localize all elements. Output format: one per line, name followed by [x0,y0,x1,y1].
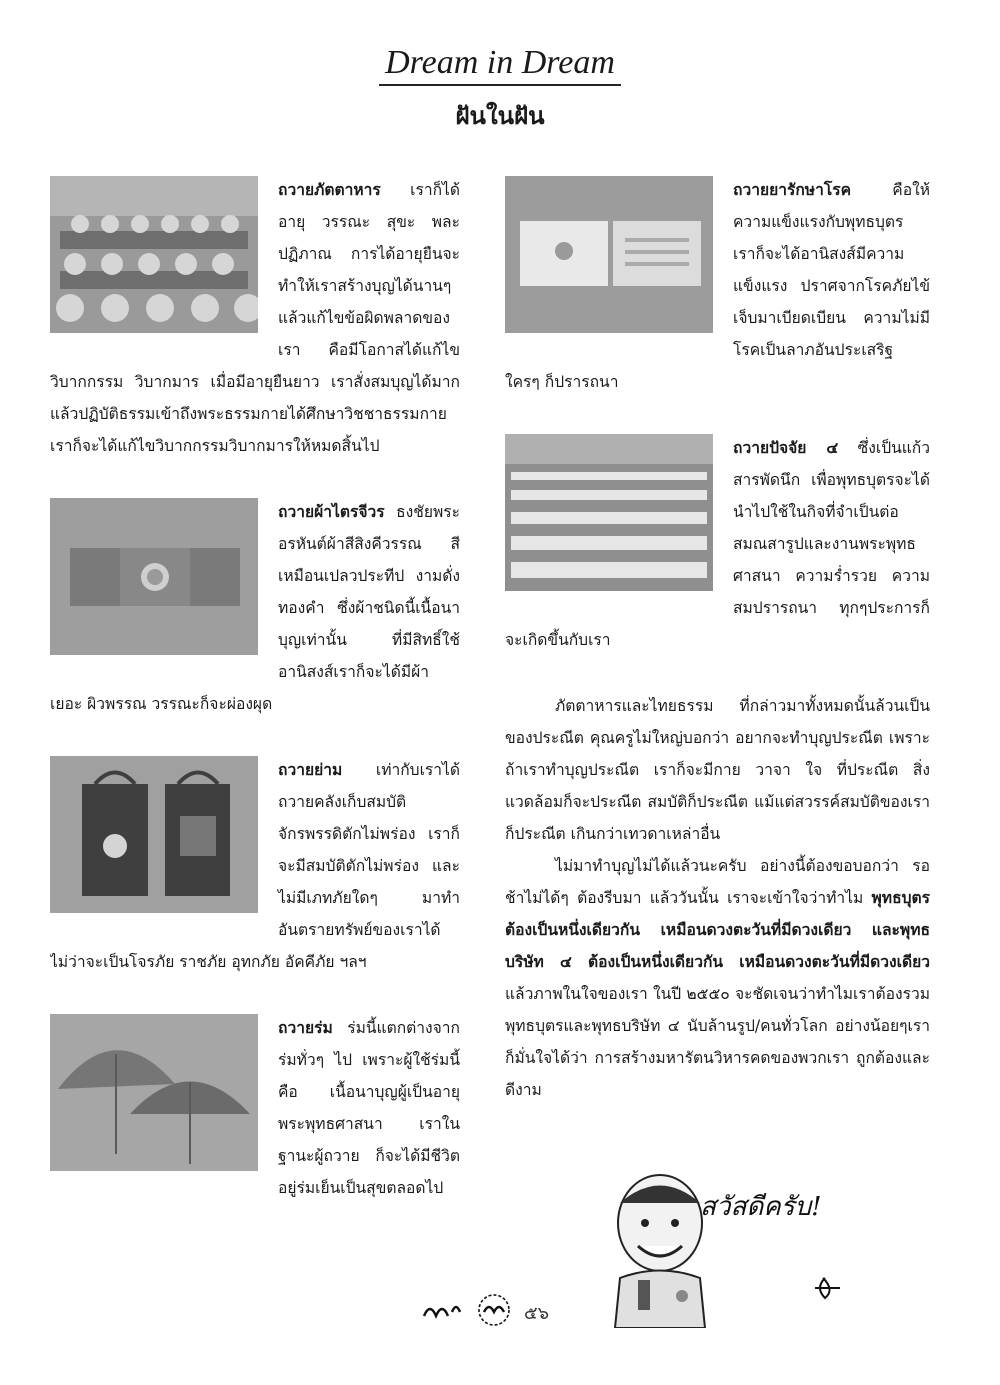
monks-dining-photo [50,176,258,333]
section-body: ร่มนี้แตกต่างจากร่มทั่วๆ ไป เพราะผู้ใช้ร่มนี้คือ เนื้อนาบุญผู้เป็นอายุพระพุทธศาสนา เราในฐานะผู้ถวาย ก็จะได้มีชีวิตอยู่ร่มเย็นเป็นสุขตลอดไป [278,1019,460,1197]
section-medicine-offering [505,174,930,398]
section-lead: ถวายภัตตาหาร [278,181,381,199]
page-subtitle: ฝันในฝัน [455,102,545,130]
body-paragraph-1: ภัตตาหารและไทยธรรม ที่กล่าวมาทั้งหมดนั้นล้วนเป็นของประณีต คุณครูไม่ใหญ่บอกว่า อยากจะทำบุญประณีต เพราะถ้าเราทำบุญประณีต เราก็จะมีกาย วาจา ใจ ที่ประณีต สิ่งแวดล้อมก็จะประณีต สมบัติก็ประณีต แม้แต่สวรรค์สมบัติของเราก็ประณีต เกินกว่าเทวดาเหล่าอื่น [505,697,930,843]
page-title: Dream in Dream [0,44,1000,86]
section-lead: ถวายร่ม [278,1019,333,1037]
section-body: ซึ่งเป็นแก้วสารพัดนึก เพื่อพุทธบุตรจะได้นำไปใช้ในกิจที่จำเป็นต่อสมณสารูปและงานพระพุทธศาสนา ความร่ำรวย ความสมปรารถนา ทุกๆประการก็จะเกิดขึ้นกับเรา [505,439,930,649]
section-body: เราก็ได้อายุ วรรณะ สุขะ พละ ปฏิภาณ การได้อายุยืนจะทำให้เราสร้างบุญได้นานๆแล้วแก้ไขข้อผิดพลาดของเรา คือมีโอกาสได้แก้ไขวิบากกรรม วิบากมาร เมื่อมีอายุยืนยาว เราสั่งสมบุญได้มากแล้วปฏิบัติธรรมเข้าถึงพระธรรมกายได้ศึกษาวิชชาธรรมกาย เราก็จะได้แก้ไขวิบากกรรมวิบากมารให้หมดสิ้นไป [50,181,460,455]
page-footer [420,1292,580,1328]
left-column [50,174,460,1238]
body-paragraph-2 [505,850,930,1106]
umbrellas-photo [50,1014,258,1171]
magazine-logo [420,1292,520,1328]
section-umbrella-offering [50,1012,460,1204]
section-lead: ถวายปัจจัย ๔ [733,439,839,457]
section-body: ธงชัยพระอรหันต์ผ้าสีสิงคีวรรณ สีเหมือนเปลวประทีป งามดั่งทองคำ ซึ่งผ้าชนิดนี้เนื้อนาบุญเท่านั้น ที่มีสิทธิ์ใช้ อานิสงส์เราก็จะได้มีผ้าเยอะ ผิวพรรณ วรรณะก็จะผ่องผุด [50,503,460,713]
section-bag-offering [50,754,460,978]
section-body: คือให้ความแข็งแรงกับพุทธบุตร เราก็จะได้อานิสงส์มีความแข็งแรง ปราศจากโรคภัยไข้เจ็บมาเบียดเบียน ความไม่มีโรคเป็นลาภอันประเสริฐ ใครๆ ก็ปรารถนา [505,181,930,391]
robe-photo [50,498,258,655]
section-lead: ถวายยารักษาโรค [733,181,852,199]
section-body: เท่ากับเราได้ถวายคลังเก็บสมบัติจักรพรรดิตักไม่พร่อง เราก็จะมีสมบัติตักไม่พร่อง และไม่มีเภทภัยใดๆ มาทำอันตรายทรัพย์ของเราได้ ไม่ว่าจะเป็นโจรภัย ราชภัย อุทกภัย อัคคีภัย ฯลฯ [50,761,460,971]
body-text: แล้วภาพในใจของเรา ในปี ๒๕๕๐ จะชัดเจนว่าทำไมเราต้องรวมพุทธบุตรและพุทธบริษัท ๔ นับล้านรูป/คนทั่วโลก อย่างน้อยๆเราก็มั่นใจได้ว่า การสร้างมหารัตนวิหารคดของพวกเรา ถูกต้องและดีงาม [505,985,930,1099]
section-requisites-offering [505,432,930,656]
page-number: ๕๖ [524,1303,550,1324]
assembly-photo [505,434,713,591]
body-text: ไม่มาทำบุญไม่ได้แล้วนะครับ อย่างนี้ต้องขอบอกว่า รอช้าไม่ได้ๆ ต้องรีบมา แล้ววันนั้น เราจะเข้าใจว่าทำไม [505,857,930,907]
body-emphasis: พุทธบุตรต้องเป็นหนึ่งเดียวกัน เหมือนดวงตะวันที่มีดวงเดียว และพุทธบริษัท ๔ ต้องเป็นหนึ่งเดียวกัน เหมือนดวงตะวันที่มีดวงเดียว [505,889,930,971]
monk-bags-photo [50,756,258,913]
signature-text: สวัสดีครับ! [700,1192,822,1222]
section-robe-offering [50,496,460,720]
medicine-boxes-photo [505,176,713,333]
section-lead: ถวายย่าม [278,761,343,779]
section-food-offering [50,174,460,462]
section-lead: ถวายผ้าไตรจีวร [278,503,385,521]
right-column [505,174,930,1106]
